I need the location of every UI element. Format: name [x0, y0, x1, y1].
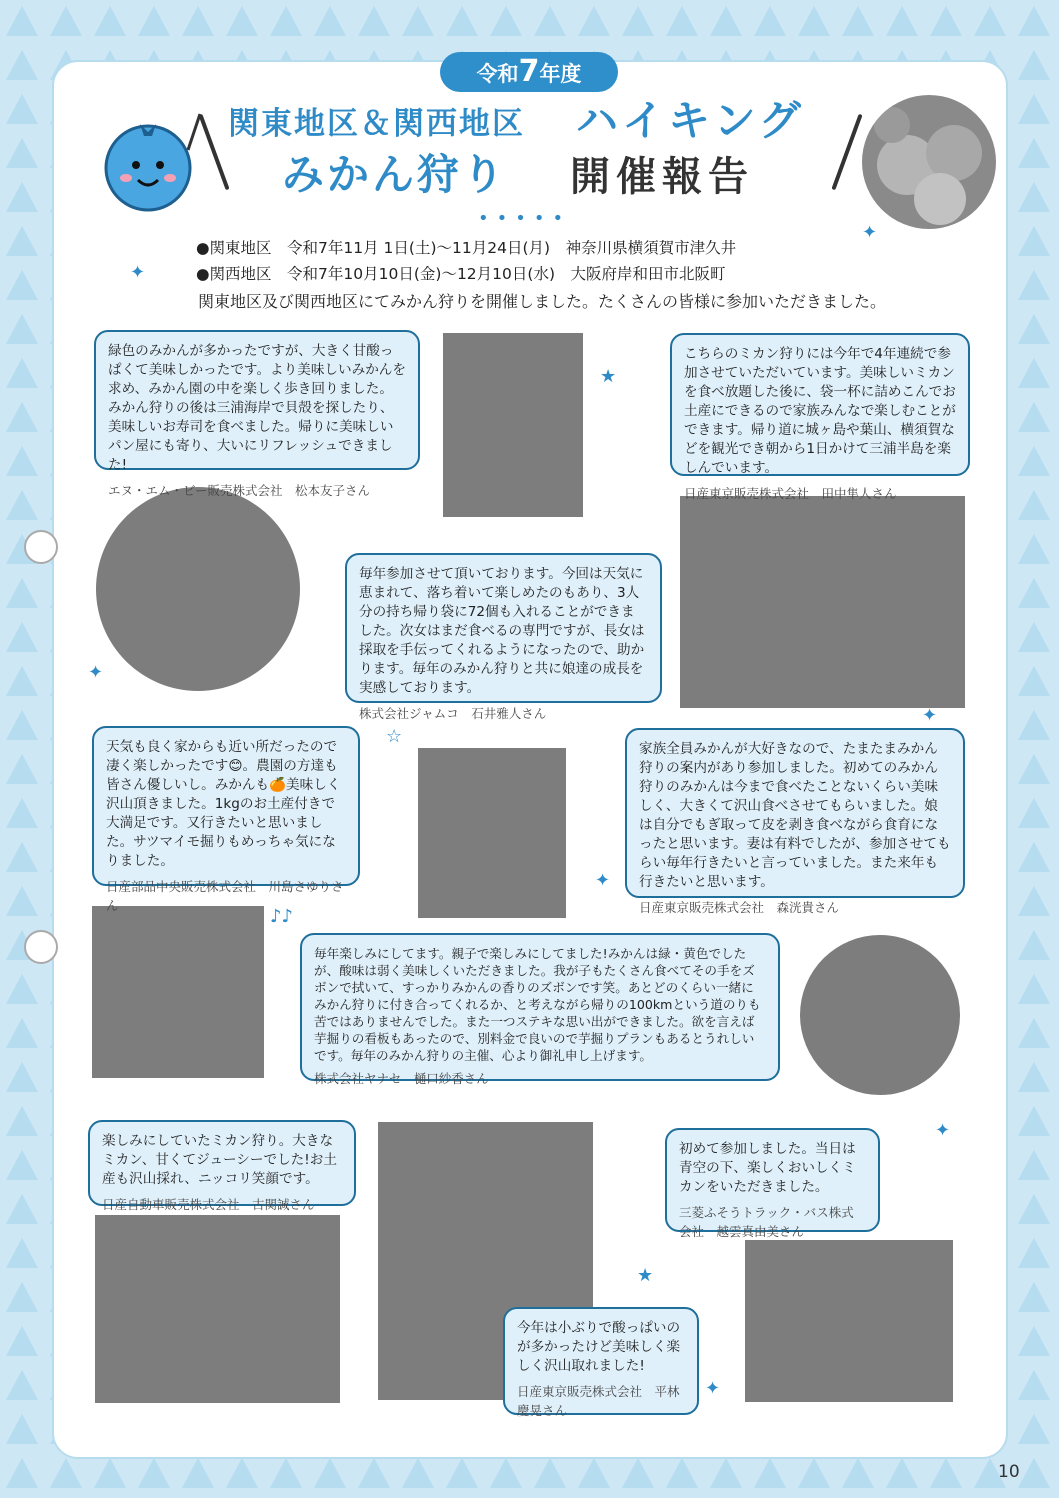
photo-two-boys — [95, 1215, 340, 1403]
photo-woman — [92, 906, 264, 1078]
title-report: 開催報告 — [570, 154, 754, 200]
comment-bubble: 今年は小ぶりで酸っぱいのが多かったけど美味しく楽しく沢山取れました! 日産東京販売株式会社 平林慶晃さん — [503, 1307, 699, 1415]
photo-boy-peace — [745, 1240, 953, 1402]
sparkle-icon: ✦ — [88, 662, 104, 683]
event-kanto: ●関東地区 令和7年11月 1日(土)～11月24日(月) 神奈川県横須賀市津久井 — [196, 239, 737, 257]
photo-boy-eating — [418, 748, 566, 918]
comment-bubble: 天気も良く家からも近い所だったので凄く楽しかったです😊。農園の方達も皆さん優しいし。みかんも🍊美味しく沢山頂きました。1kgのお土産付きで大満足です。又行きたいと思いました。サツマイモ掘りもめっちゃ気になりました。 日産部品中央販売株式会社 川島さゆりさん — [92, 726, 360, 886]
comment-bubble: 初めて参加しました。当日は青空の下、楽しくおいしくミカンをいただきました。 三菱ふそうトラック・バス株式会社 越雲真由美さん — [665, 1128, 880, 1232]
sparkle-icon: ✦ — [922, 705, 938, 726]
star-icon: ☆ — [386, 726, 403, 747]
comment-bubble: こちらのミカン狩りには今年で4年連続で参加させていただいています。美味しいミカンを食べ放題した後に、袋一杯に詰めこんでお土産にできるので家族みんなで楽しむことができます。帰り道に城ヶ島や葉山、横須賀などを観光でき朝から1日かけて三浦半島を楽しんでいます。 日産東京販売株式会社 田中隼人さん — [670, 333, 970, 476]
page-number: 10 — [998, 1462, 1020, 1482]
photo-family-group — [680, 496, 965, 708]
comment-bubble: 毎年楽しみにしてます。親子で楽しみにしてました!みかんは緑・黄色でしたが、酸味は弱く美味しくいただきました。我が子もたくさん食べてその手をズボンで拭いて、すっかりみかんの香りのズボンです笑。あとどのくらい一緒にみかん狩りに付き合ってくれるか、と考えながら帰りの100kmという道のりも苦ではありませんでした。また一つステキな思い出ができました。欲を言えば芋掘りの看板もあったので、別料金で良いので芋掘りプランもあるとうれしいです。毎年のみかん狩りの主催、心より御礼申し上げます。 株式会社ヤナセ 樋口紗香さん — [300, 933, 780, 1081]
comment-bubble: 毎年参加させて頂いております。今回は天気に恵まれて、落ち着いて楽しめたのもあり、3人分の持ち帰り袋に72個も入れることができました。次女はまだ食べるの専門ですが、長女は採取を手伝ってくれるようになったので、助かります。毎年のみかん狩りと共に娘達の成長を実感しております。 株式会社ジャムコ 石井雅人さん — [345, 553, 662, 703]
intro-text: 関東地区及び関西地区にてみかん狩りを開催しました。たくさんの皆様に参加いただきました。 — [198, 292, 887, 311]
blueberry-mascot-icon — [96, 110, 206, 220]
title-hiking: ハイキング — [576, 96, 805, 145]
star-icon: ★ — [637, 1265, 654, 1286]
comment-bubble: 緑色のみかんが多かったですが、大きく甘酸っぱくて美味しかったです。より美味しいみかんを求め、みかん園の中を楽しく歩き回りました。みかん狩りの後は三浦海岸で貝殻を探したり、美味しいお寿司を食べました。帰りに美味しいパン屋にも寄り、大いにリフレッシュできました! エヌ・エム・ビー販売株式会社 松本友子さん — [94, 330, 420, 470]
binder-hole — [24, 930, 58, 964]
sparkle-icon: ✦ — [595, 870, 611, 891]
photo-child-mikan — [800, 935, 960, 1095]
title-regions: 関東地区＆関西地区 — [228, 106, 525, 142]
comment-bubble: 楽しみにしていたミカン狩り。大きなミカン、甘くてジューシーでした!お土産も沢山採れ、ニッコリ笑顔です。 日産自動車販売株式会社 古関誠さん — [88, 1120, 356, 1206]
mikan-photo — [862, 95, 996, 229]
sparkle-icon: ✦ — [935, 1120, 951, 1141]
music-note-icon: ♪♪ — [270, 906, 293, 927]
star-icon: ★ — [600, 366, 617, 387]
title-dots-decoration: ••••• — [478, 208, 572, 229]
sparkle-icon: ✦ — [862, 222, 878, 243]
sparkle-icon: ✦ — [705, 1378, 721, 1399]
binder-hole — [24, 530, 58, 564]
title-mikan: みかん狩り — [282, 150, 508, 199]
sparkle-icon: ✦ — [130, 262, 146, 283]
photo-children — [443, 333, 583, 517]
event-kansai: ●関西地区 令和7年10月10日(金)～12月10日(水) 大阪府岸和田市北阪町 — [196, 265, 726, 283]
fiscal-year-badge: 令和7年度 — [440, 52, 618, 92]
comment-bubble: 家族全員みかんが大好きなので、たまたまみかん狩りの案内があり参加しました。初めてのみかん狩りのみかんは今まで食べたことないくらい美味しく、大きくて沢山食べさせてもらいました。娘は自分でもぎ取って皮を剥き食べながら食育になったと思います。妻は有料でしたが、参加させてもらい毎年行きたいと言っていました。また来年も行きたいと思います。 日産東京販売株式会社 森洸貴さん — [625, 728, 965, 898]
photo-mother-son — [96, 487, 300, 691]
